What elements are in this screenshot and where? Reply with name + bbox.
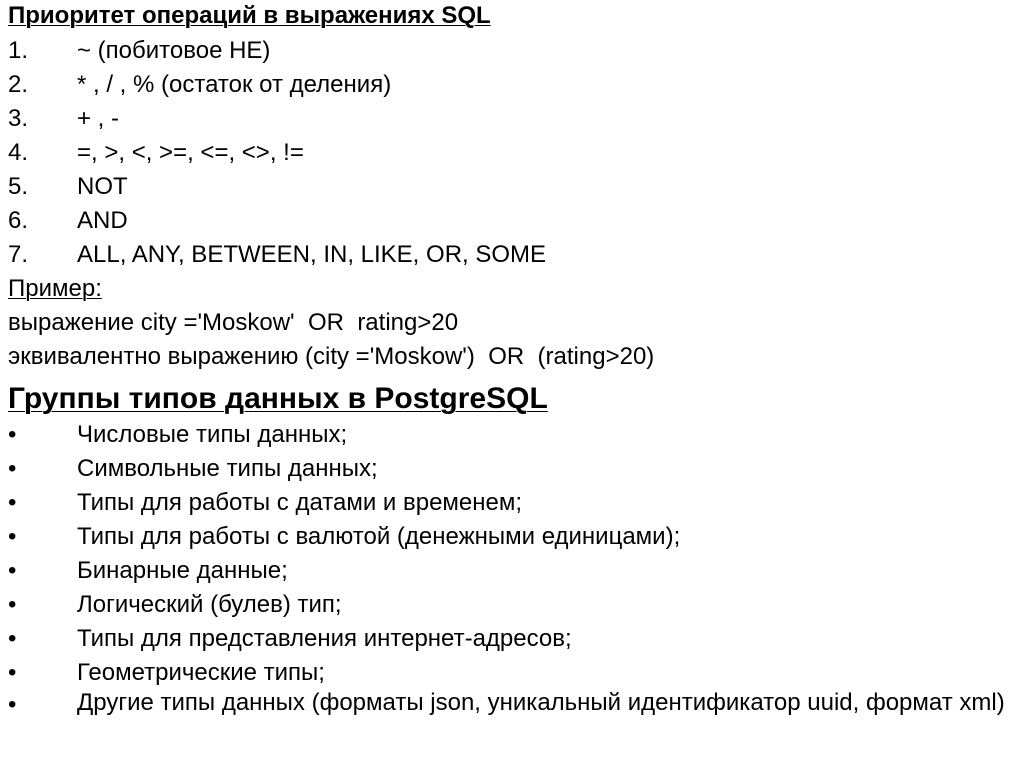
example-equivalent: эквивалентно выражению (city ='Moskow') OR (rating>20) [8,343,655,370]
item-text: Логический (булев) тип; [77,591,342,618]
list-item [8,68,1018,102]
bullet-icon: • [8,421,17,448]
bullet-icon: • [8,659,17,686]
item-text: ALL, ANY, BETWEEN, IN, LIKE, OR, SOME [77,241,547,268]
bullet-icon: • [8,489,17,516]
item-number: 6. [8,207,29,234]
item-text: NOT [77,173,128,200]
bullet-icon: • [8,625,17,652]
item-number: 1. [8,37,29,64]
item-number: 2. [8,71,29,98]
list-item [8,622,1018,656]
slide [8,0,1018,767]
list-item [8,588,1018,622]
example-label: Пример: [8,275,102,302]
list-item [8,34,1018,68]
item-text: Геометрические типы; [77,659,325,686]
item-text: Числовые типы данных; [77,421,348,448]
bullet-icon: • [8,523,17,550]
item-text: =, >, <, >=, <=, <>, != [77,139,304,166]
operator-priority-list [8,34,1018,272]
bullet-icon: • [8,455,17,482]
item-text: + , - [77,105,120,132]
priority-heading: Приоритет операций в выражениях SQL [8,2,491,29]
bullet-icon: • [8,691,17,718]
list-item [8,690,1018,720]
example-expression: выражение city ='Moskow' OR rating>20 [8,309,459,336]
bullet-icon: • [8,591,17,618]
list-item [8,170,1018,204]
item-text: * , / , % (остаток от деления) [77,71,392,98]
item-text: Типы для представления интернет-адресов; [77,625,572,652]
list-item [8,238,1018,272]
item-number: 7. [8,241,29,268]
list-item [8,520,1018,554]
list-item [8,418,1018,452]
list-item [8,204,1018,238]
item-text: ~ (побитовое НЕ) [77,37,271,64]
item-number: 4. [8,139,29,166]
item-text: AND [77,207,128,234]
item-number: 5. [8,173,29,200]
data-types-list [8,418,1018,720]
item-number: 3. [8,105,29,132]
list-item [8,554,1018,588]
types-heading: Группы типов данных в PostgreSQL [8,382,548,415]
list-item [8,656,1018,690]
list-item [8,486,1018,520]
item-text: Другие типы данных (форматы json, уникальный идентификатор uuid, формат xml) [77,689,1005,716]
item-text: Типы для работы с датами и временем; [77,489,523,516]
item-text: Символьные типы данных; [77,455,378,482]
list-item [8,102,1018,136]
bullet-icon: • [8,557,17,584]
item-text: Бинарные данные; [77,557,288,584]
list-item [8,136,1018,170]
item-text: Типы для работы с валютой (денежными единицами); [77,523,681,550]
list-item [8,452,1018,486]
